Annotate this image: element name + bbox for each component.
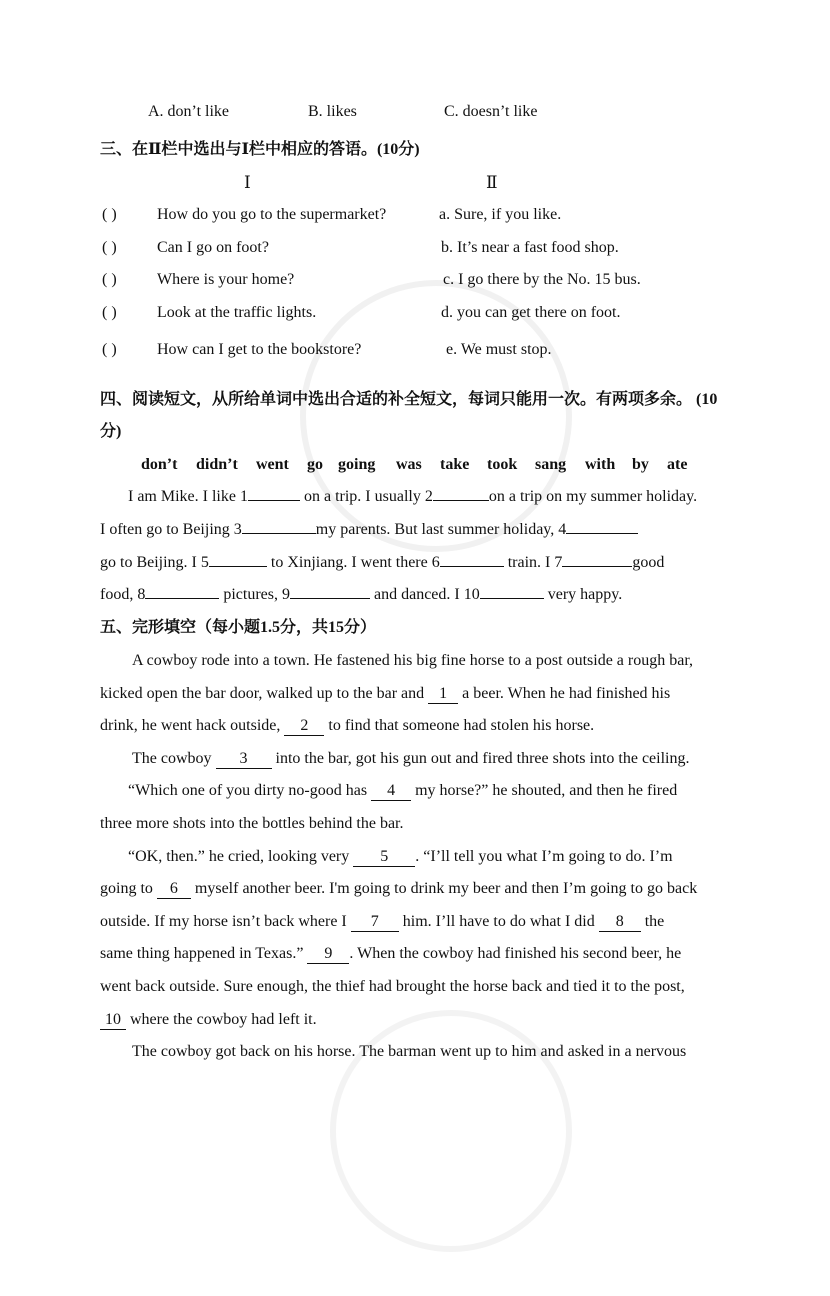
answer-paren[interactable]: ( ) [102,304,117,321]
blank[interactable] [480,598,544,599]
matching-answer: c. I go there by the No. 15 bus. [443,271,641,288]
matching-question: Where is your home? [157,271,295,288]
answer-paren[interactable]: ( ) [102,239,117,256]
cloze-line: “OK, then.” he cried, looking very 5 . “I’ll tell you what I’m going to do. I’m [128,848,673,865]
cloze-line: three more shots into the bottles behind the bar. [100,815,404,832]
word-bank-word: don’t [141,456,178,473]
option-a: A. don’t like [148,103,230,120]
word-bank-word: by [632,456,649,473]
cloze-blank[interactable]: 5 [353,848,415,867]
blank[interactable] [290,598,370,599]
word-bank-word: sang [535,456,567,473]
matching-question: How do you go to the supermarket? [157,206,387,223]
cloze-blank[interactable]: 9 [307,945,349,964]
cloze-blank[interactable]: 4 [371,782,411,801]
word-bank-word: take [440,456,470,473]
word-bank-word: going [338,456,376,473]
blank[interactable] [145,598,219,599]
cloze-blank[interactable]: 8 [599,913,641,932]
cloze-blank[interactable]: 7 [351,913,399,932]
blank[interactable] [440,566,504,567]
blank[interactable] [433,500,489,501]
matching-question: How can I get to the bookstore? [157,341,362,358]
matching-answer: d. you can get there on foot. [441,304,621,321]
cloze-line: The cowboy 3 into the bar, got his gun out and fired three shots into the ceiling. [132,750,690,767]
watermark-bottom [286,966,617,1296]
cloze-blank[interactable]: 3 [216,750,272,769]
cloze-line: went back outside. Sure enough, the thief had brought the horse back and tied it to the post, [100,978,685,995]
cloze-line: kicked open the bar door, walked up to the bar and 1 a beer. When he had finished his [100,685,671,702]
cloze-line: same thing happened in Texas.” 9 . When the cowboy had finished his second beer, he [100,945,682,962]
section4-title: 四、阅读短文，从所给单词中选出合适的补全短文，每词只能用一次。有两项多余。 (10 [100,391,718,408]
matching-question: Can I go on foot? [157,239,269,256]
passage-line: go to Beijing. I 5 to Xinjiang. I went there 6 train. I 7 good [100,554,665,571]
word-bank-word: didn’t [196,456,238,473]
cloze-line: The cowboy got back on his horse. The barman went up to him and asked in a nervous [132,1043,687,1060]
blank[interactable] [562,566,632,567]
column-2-header: Ⅱ [486,173,498,192]
blank[interactable] [242,533,316,534]
cloze-blank[interactable]: 2 [284,717,324,736]
section3-title: 三、在Ⅱ栏中选出与Ⅰ栏中相应的答语。(10分) [100,141,420,158]
cloze-line: “Which one of you dirty no-good has 4 my horse?” he shouted, and then he fired [128,782,678,799]
cloze-line: drink, he went hack outside, 2 to find that someone had stolen his horse. [100,717,595,734]
answer-paren[interactable]: ( ) [102,341,117,358]
word-bank-word: took [487,456,518,473]
option-b: B. likes [308,103,357,120]
cloze-blank[interactable]: 10 [100,1011,126,1030]
word-bank-word: ate [667,456,688,473]
word-bank-word: was [396,456,422,473]
blank[interactable] [566,533,638,534]
blank[interactable] [248,500,300,501]
column-1-header: Ⅰ [244,173,251,192]
cloze-blank[interactable]: 6 [157,880,191,899]
section4-title-cont: 分) [100,423,122,440]
matching-answer: e. We must stop. [446,341,552,358]
word-bank-word: go [307,456,323,473]
answer-paren[interactable]: ( ) [102,271,117,288]
word-bank-word: with [585,456,616,473]
matching-answer: b. It’s near a fast food shop. [441,239,619,256]
option-c: C. doesn’t like [444,103,538,120]
answer-paren[interactable]: ( ) [102,206,117,223]
cloze-line: outside. If my horse isn’t back where I 7 him. I’ll have to do what I did 8 the [100,913,665,930]
cloze-blank[interactable]: 1 [428,685,458,704]
word-bank-word: went [256,456,289,473]
matching-answer: a. Sure, if you like. [439,206,562,223]
passage-line: I often go to Beijing 3 my parents. But last summer holiday, 4 [100,519,638,541]
cloze-line: going to 6 myself another beer. I'm going to drink my beer and then I’m going to go back [100,880,698,897]
matching-question: Look at the traffic lights. [157,304,317,321]
cloze-line: A cowboy rode into a town. He fastened his big fine horse to a post outside a rough bar, [132,652,694,669]
section5-title: 五、完形填空（每小题1.5分，共15分） [100,619,377,636]
cloze-line: 10 where the cowboy had left it. [100,1009,317,1031]
passage-line: food, 8 pictures, 9 and danced. I 10 very happy. [100,586,623,603]
blank[interactable] [209,566,267,567]
passage-line: I am Mike. I like 1 on a trip. I usually 2 on a trip on my summer holiday. [128,488,698,505]
